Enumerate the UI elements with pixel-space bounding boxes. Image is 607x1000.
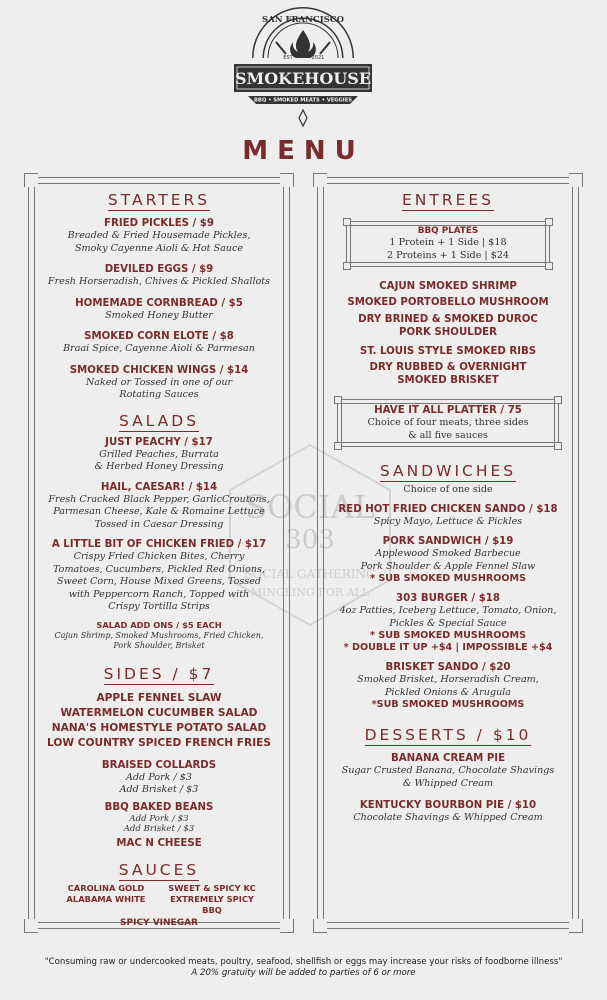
platter-line: Choice of four meats, three sides [367,417,529,428]
salad-addons-line: Pork Shoulder, Brisket [113,641,205,650]
diamond-ornament-icon [299,110,307,126]
salad-item [36,436,282,474]
foodborne-warning: "Consuming raw or undercooked meats, poultry, seafood, shellfish or eggs may increase your risks of foodborne illness" [44,957,563,967]
salad-name: A LITTLE BIT OF CHICKEN FRIED / $17 [51,539,267,550]
svg-text:SOCIAL GATHERING: SOCIAL GATHERING [244,567,376,581]
bbq-plates-title: BBQ PLATES [417,226,479,236]
collards-add-brisket: Add Brisket / $3 [119,784,199,795]
starter-item [36,263,282,289]
bbq-plates-line: 1 Protein + 1 Side | $18 [389,237,507,248]
starter-item [36,217,282,255]
salad-desc: Tossed in Caesar Dressing [94,518,224,530]
starter-desc: Fresh Horseradish, Chives & Pickled Shallots [47,276,271,287]
desserts-heading: DESSERTS / $10 [364,726,532,744]
dessert-desc: & Whipped Cream [402,777,494,789]
sides-heading: SIDES / $7 [103,664,215,683]
sandwich-item [325,661,571,711]
bbq-plates-line: 2 Proteins + 1 Side | $24 [386,249,510,261]
salad-addons-title: SALAD ADD ONS / $5 EACH [96,619,222,630]
starters-list [36,217,282,402]
logo-year: 2021 [311,55,325,61]
side-item-collards: BRAISED COLLARDS [101,759,217,771]
logo-city: SAN FRANCISCO [262,15,344,25]
salad-addons-line: Cajun Shrimp, Smoked Mushrooms, Fried Chicken, [54,630,264,640]
beans-add-pork: Add Pork / $3 [129,813,189,824]
salad-item [36,481,282,532]
starter-name: SMOKED CHICKEN WINGS / $14 [69,364,249,376]
salad-desc: & Herbed Honey Dressing [94,461,224,472]
platter-title: HAVE IT ALL PLATTER / 75 [374,405,522,416]
starter-desc: Naked or Tossed in one of our [85,376,233,388]
sandwiches-heading: SANDWICHES [379,462,517,480]
side-item: APPLE FENNEL SLAW [96,691,222,704]
dessert-name: KENTUCKY BOURBON PIE / $10 [359,800,537,811]
starter-desc: Smoked Honey Butter [105,309,213,321]
platter-line: & all five sauces [408,429,488,441]
sandwich-desc: Pork Shoulder & Apple Fennel Slaw [360,560,536,572]
sandwich-item [325,592,571,654]
sandwich-desc: 4oz Patties, Iceberg Lettuce, Tomato, Onion, [339,605,557,616]
sandwich-option: *SUB SMOKED MUSHROOMS [371,699,525,710]
sandwich-option: * SUB SMOKED MUSHROOMS [369,573,527,584]
sandwiches-subtitle: Choice of one side [403,484,493,495]
entree-item: ST. LOUIS STYLE SMOKED RIBS [359,346,537,357]
collards-add-pork: Add Pork / $3 [125,771,193,783]
sandwich-name: BRISKET SANDO / $20 [385,662,511,673]
left-menu-panel [28,177,290,929]
sandwich-item [325,535,571,585]
salad-desc: Grilled Peaches, Burrata [99,448,219,460]
sauces-grid [53,883,265,916]
starter-desc: Breaded & Fried Housemade Pickles, [67,230,251,241]
svg-text:SOCIAL: SOCIAL [245,488,375,526]
starter-desc: Rotating Sauces [119,389,199,400]
sandwich-name: 303 BURGER / $18 [396,593,500,604]
starter-item [36,297,282,323]
salad-desc: Crispy Fried Chicken Bites, Cherry [73,551,245,562]
sauce-item: EXTREMELY SPICY BBQ [170,893,254,915]
dessert-item [325,752,571,790]
starter-name: SMOKED CORN ELOTE / $8 [84,331,234,342]
logo-name: SMOKEHOUSE [234,69,372,88]
salad-name: HAIL, CAESAR! / $14 [100,481,218,493]
sauce-item: SWEET & SPICY KC [168,882,256,893]
salad-item [36,538,282,614]
footer [0,957,607,978]
side-item: NANA'S HOMESTYLE POTATO SALAD [51,721,267,734]
platter-box [337,399,559,447]
entree-item: SMOKED BRISKET [397,375,499,386]
salads-list [36,436,282,614]
menu-title: MENU [242,136,365,166]
starters-heading: STARTERS [107,191,211,209]
sandwich-name: PORK SANDWICH / $19 [382,536,514,547]
sauces-heading: SAUCES [118,860,200,879]
sandwich-desc: Applewood Smoked Barbecue [375,548,521,559]
beans-add-brisket: Add Brisket / $3 [123,824,195,834]
gratuity-note: A 20% gratuity will be added to parties of 6 or more [191,968,416,978]
starter-name: HOMEMADE CORNBREAD / $5 [75,297,243,309]
sandwich-list [325,503,571,712]
starter-item [36,330,282,356]
salad-desc: Fresh Cracked Black Pepper, GarlicCroutons, [48,493,270,505]
side-item-beans: BBQ BAKED BEANS [104,801,214,813]
entree-item: PORK SHOULDER [399,327,497,338]
entree-item: DRY RUBBED & OVERNIGHT [369,362,527,373]
sandwich-item [325,503,571,529]
side-item-mac: MAC N CHEESE [116,837,202,849]
entrees-heading: ENTREES [401,191,495,209]
bbq-plates-box [346,221,550,267]
starter-desc: Smoky Cayenne Aioli & Hot Sauce [74,242,244,254]
salad-desc: Sweet Corn, House Mixed Greens, Tossed [56,576,262,587]
sandwich-desc: Smoked Brisket, Horseradish Cream, [357,674,539,685]
starter-desc: Braai Spice, Cayenne Aioli & Parmesan [63,343,255,354]
salad-desc: with Peppercorn Ranch, Topped with [68,588,250,600]
side-item: WATERMELON CUCUMBER SALAD [60,706,258,719]
entree-item: CAJUN SMOKED SHRIMP [379,281,517,292]
dessert-desc: Sugar Crusted Banana, Chocolate Shavings [341,765,555,776]
sandwich-desc: Spicy Mayo, Lettuce & Pickles [373,515,523,527]
salads-heading: SALADS [118,411,200,430]
dessert-list [325,752,571,825]
smokehouse-logo [228,6,378,128]
salad-desc: Parmesan Cheese, Kale & Romaine Lettuce [53,506,265,517]
starter-name: FRIED PICKLES / $9 [104,218,214,229]
dessert-desc: Chocolate Shavings & Whipped Cream [353,812,543,823]
sandwich-desc: Pickles & Special Sauce [389,617,507,629]
side-item: LOW COUNTRY SPICED FRENCH FRIES [46,736,272,749]
salad-name: JUST PEACHY / $17 [105,436,213,448]
salad-desc: Crispy Tortilla Strips [108,601,210,612]
dessert-name: BANANA CREAM PIE [390,753,506,764]
entree-item: SMOKED PORTOBELLO MUSHROOM [347,297,549,308]
dessert-item [325,799,571,825]
sauce-item: CAROLINA GOLD [67,882,145,893]
logo-emblem [228,6,378,128]
sauce-item: ALABAMA WHITE [66,893,146,904]
sandwich-name: RED HOT FRIED CHICKEN SANDO / $18 [338,503,558,515]
sauce-item-last: SPICY VINEGAR [120,917,198,928]
salad-desc: Tomatoes, Cucumbers, Pickled Red Onions, [53,563,265,575]
flame-icon [290,30,316,58]
starter-name: DEVILED EGGS / $9 [104,264,214,275]
starter-item [36,364,282,402]
logo-tagline: BBQ • SMOKED MEATS • VEGGIES [253,97,353,104]
svg-text:MINGLING FOR ALL: MINGLING FOR ALL [250,586,370,599]
sandwich-option: * SUB SMOKED MUSHROOMS [369,630,527,641]
logo-est: EST [283,55,293,61]
sandwich-desc: Pickled Onions & Arugula [384,686,512,698]
svg-text:303: 303 [285,525,335,555]
right-menu-panel [317,177,579,929]
sandwich-option: * DOUBLE IT UP +$4 | IMPOSSIBLE +$4 [343,642,553,653]
entree-item: DRY BRINED & SMOKED DUROC [358,314,538,325]
